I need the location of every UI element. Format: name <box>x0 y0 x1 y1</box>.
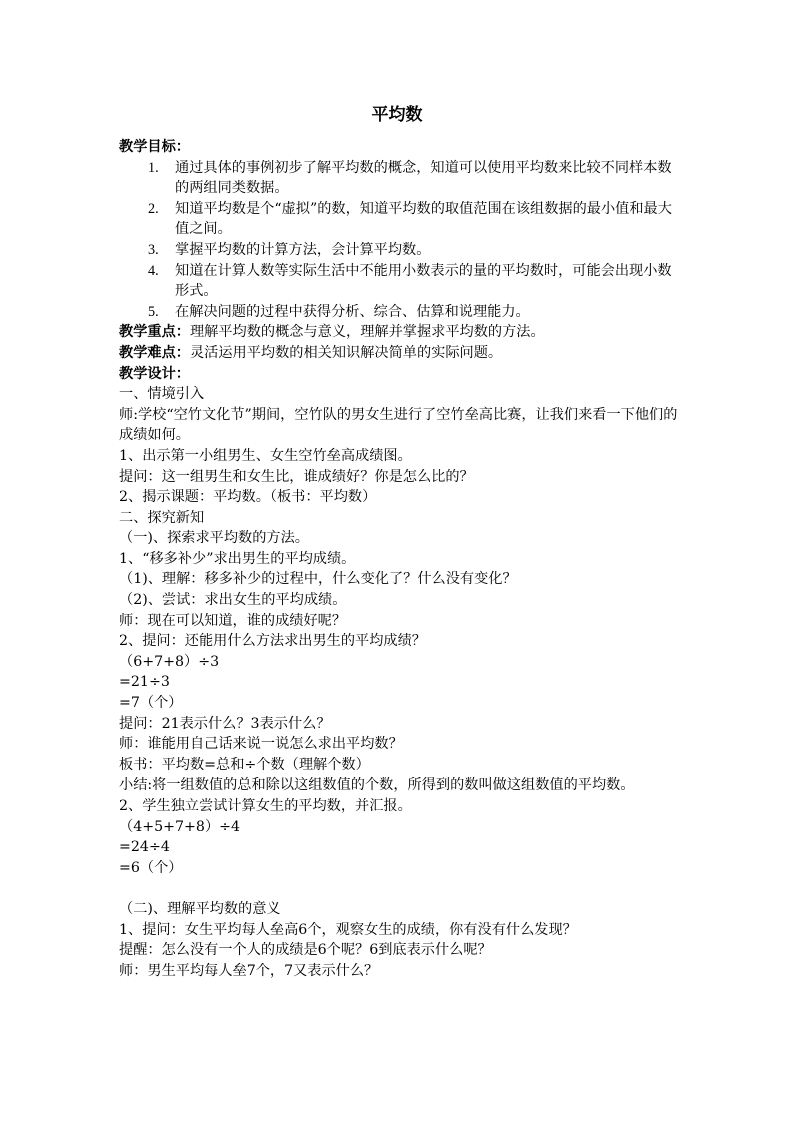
key-point-label: 教学重点： <box>119 324 190 341</box>
document-body <box>119 137 679 981</box>
text-line: =7（个） <box>119 695 183 712</box>
text-line: （1)、理解：移多补少的过程中，什么变化了？什么没有变化？ <box>119 571 517 588</box>
text-line: 师：谁能用自己话来说一说怎么求出平均数？ <box>119 736 403 753</box>
blank-line <box>119 878 679 899</box>
objective-number: 1. <box>148 159 159 176</box>
text-line: =21÷3 <box>119 674 170 691</box>
text-line: 师：现在可以知道，谁的成绩好呢？ <box>119 612 347 629</box>
difficulty-text: 灵活运用平均数的相关知识解决简单的实际问题。 <box>189 344 503 361</box>
key-point-line <box>119 322 679 343</box>
objective-number: 4. <box>148 262 159 279</box>
objectives-heading: 教学目标： <box>119 139 190 155</box>
objective-text: 知道平均数是个“虚拟”的数，知道平均数的取值范围在该组数据的最小值和最大值之间。 <box>175 200 672 238</box>
objective-text: 在解决问题的过程中获得分析、综合、估算和说理能力。 <box>175 303 530 320</box>
objective-text: 知道在计算人数等实际生活中不能用小数表示的量的平均数时，可能会出现小数形式。 <box>175 262 672 300</box>
difficulty-line <box>119 343 679 364</box>
design-section-a <box>119 384 679 878</box>
text-line: 提问：这一组男生和女生比，谁成绩好？你是怎么比的？ <box>119 468 474 485</box>
key-point-text: 理解平均数的概念与意义，理解并掌握求平均数的方法。 <box>189 324 545 341</box>
objectives-list <box>119 158 679 323</box>
objective-number: 5. <box>148 303 159 320</box>
text-line: （6+7+8）÷3 <box>119 653 220 670</box>
text-line: （一)、探索求平均数的方法。 <box>119 530 309 547</box>
text-line: 一、情境引入 <box>119 386 205 403</box>
text-line: 2、揭示课题：平均数。（板书：平均数） <box>119 489 377 506</box>
text-line: =6（个） <box>119 859 183 876</box>
text-line: 1、“移多补少”求出男生的平均成绩。 <box>119 550 356 567</box>
text-line: 二、探究新知 <box>119 509 205 526</box>
objective-item <box>119 158 679 199</box>
text-line: 提醒：怎么没有一个人的成绩是6个呢？6到底表示什么呢？ <box>119 942 492 959</box>
text-line: 师：男生平均每人垒7个，7又表示什么？ <box>119 962 379 979</box>
objective-item <box>119 240 679 261</box>
text-line: 师:学校“空竹文化节”期间，空竹队的男女生进行了空竹垒高比赛，让我们来看一下他们的成绩如何。 <box>119 406 678 444</box>
design-section-b <box>119 899 679 981</box>
text-line: 1、提问：女生平均每人垒高6个，观察女生的成绩，你有没有什么发现？ <box>119 921 577 938</box>
text-line: 小结:将一组数值的总和除以这组数值的个数，所得到的数叫做这组数值的平均数。 <box>119 777 635 794</box>
text-line: 2、提问：还能用什么方法求出男生的平均成绩？ <box>119 633 426 650</box>
text-line: 提问：21表示什么？3表示什么？ <box>119 715 331 732</box>
text-line: 板书：平均数=总和÷个数（理解个数） <box>119 756 370 773</box>
text-line: （4+5+7+8）÷4 <box>119 818 241 835</box>
text-line: 2、学生独立尝试计算女生的平均数，并汇报。 <box>119 798 412 814</box>
objective-text: 掌握平均数的计算方法，会计算平均数。 <box>175 241 431 258</box>
difficulty-label: 教学难点： <box>119 344 190 361</box>
text-line: （2)、尝试：求出女生的平均成绩。 <box>119 592 347 609</box>
objective-item <box>119 302 679 323</box>
objective-item <box>119 199 679 240</box>
objective-text: 通过具体的事例初步了解平均数的概念，知道可以使用平均数来比较不同样本数的两组同类数据。 <box>175 159 672 197</box>
objective-item <box>119 261 679 302</box>
design-heading: 教学设计： <box>119 365 190 382</box>
text-line: =24÷4 <box>119 839 170 856</box>
page-title: 平均数 <box>371 105 423 125</box>
objective-number: 3. <box>148 241 159 258</box>
text-line: （二)、理解平均数的意义 <box>119 900 281 917</box>
objective-number: 2. <box>148 200 159 217</box>
text-line: 1、出示第一小组男生、女生空竹垒高成绩图。 <box>119 447 412 464</box>
